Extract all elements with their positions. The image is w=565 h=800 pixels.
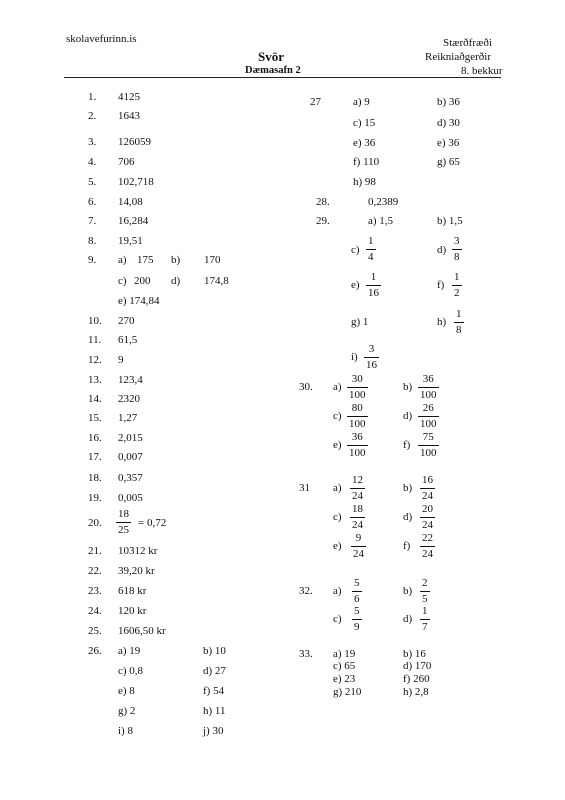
answer-label: a) xyxy=(333,585,342,597)
answer-value: 706 xyxy=(118,156,135,168)
answer-label: d) xyxy=(403,613,413,625)
answer-value: h) 11 xyxy=(203,705,226,717)
fraction xyxy=(116,509,131,536)
answer-value: 10312 kr xyxy=(118,545,158,557)
fraction-numerator: 16 xyxy=(422,474,433,486)
answer-value: 1643 xyxy=(118,110,140,122)
answer-value: g) 1 xyxy=(351,316,369,328)
fraction-denominator: 5 xyxy=(422,593,428,605)
answer-value: 170 xyxy=(204,254,221,266)
fraction-numerator: 3 xyxy=(454,235,460,247)
answer-label: b) xyxy=(403,482,413,494)
fraction-denominator: 100 xyxy=(420,447,437,459)
answer-label: d) xyxy=(403,410,413,422)
answer-value: c) 15 xyxy=(353,117,376,129)
answer-label: a) xyxy=(333,381,342,393)
fraction-denominator: 25 xyxy=(118,524,129,536)
fraction xyxy=(454,309,464,336)
question-number: 32. xyxy=(299,585,313,597)
answer-label: a) xyxy=(118,254,127,266)
answer-value: 9 xyxy=(118,354,124,366)
question-number: 27 xyxy=(310,96,321,108)
answer-value: 618 kr xyxy=(118,585,147,597)
fraction xyxy=(350,475,365,502)
answer-value: d) 170 xyxy=(403,660,432,672)
grade-label: 8. bekkur xyxy=(461,65,503,77)
question-number: 28. xyxy=(316,196,330,208)
fraction-numerator: 12 xyxy=(352,474,363,486)
question-number: 21. xyxy=(88,545,102,557)
fraction xyxy=(418,374,439,401)
answer-value: 0,357 xyxy=(118,472,143,484)
answer-value: 200 xyxy=(134,275,151,287)
fraction-numerator: 3 xyxy=(368,343,375,355)
fraction-numerator: 1 xyxy=(454,271,460,283)
question-number: 26. xyxy=(88,645,102,657)
fraction-numerator: 1 xyxy=(422,605,428,617)
fraction-numerator: 5 xyxy=(354,577,360,589)
fraction-numerator: 36 xyxy=(422,373,434,385)
answer-value: b) 1,5 xyxy=(437,215,463,227)
answer-label: c) xyxy=(333,511,342,523)
fraction-numerator: 18 xyxy=(352,503,363,515)
answer-label: d) xyxy=(437,244,447,256)
question-number: 30. xyxy=(299,381,313,393)
answer-label: c) xyxy=(118,275,127,287)
page-title: Svör xyxy=(258,49,284,64)
question-number: 18. xyxy=(88,472,102,484)
answer-value: g) 65 xyxy=(437,156,460,168)
answer-value: c) 65 xyxy=(333,660,356,672)
question-number: 4. xyxy=(88,156,97,168)
question-number: 3. xyxy=(88,136,97,148)
answer-value: 1606,50 kr xyxy=(118,625,166,637)
fraction-numerator: 9 xyxy=(355,532,362,544)
question-number: 19. xyxy=(88,492,102,504)
question-number: 10. xyxy=(88,315,102,327)
answer-value: 102,718 xyxy=(118,176,154,188)
answer-value: 0,007 xyxy=(118,451,143,463)
fraction-denominator: 2 xyxy=(454,287,460,299)
fraction xyxy=(366,272,381,299)
question-number: 20. xyxy=(88,517,102,529)
answer-value: e) 8 xyxy=(118,685,135,697)
fraction-denominator: 16 xyxy=(366,359,377,371)
question-number: 16. xyxy=(88,432,102,444)
site-name: skolavefurinn.is xyxy=(66,33,137,45)
answer-label: b) xyxy=(403,381,413,393)
question-number: 13. xyxy=(88,374,102,386)
fraction-numerator: 1 xyxy=(456,308,462,320)
fraction-denominator: 24 xyxy=(353,548,364,560)
answer-value: 0,2389 xyxy=(368,196,399,208)
answer-value: = 0,72 xyxy=(138,517,167,529)
question-number: 2. xyxy=(88,110,97,122)
answer-value: 174,8 xyxy=(204,275,229,287)
fraction-denominator: 24 xyxy=(422,519,433,531)
fraction-numerator: 26 xyxy=(422,402,434,414)
question-number: 8. xyxy=(88,235,97,247)
answer-value: b) 36 xyxy=(437,96,460,108)
fraction xyxy=(420,533,435,560)
answer-value: 175 xyxy=(137,254,154,266)
answer-value: e) 36 xyxy=(437,137,460,149)
fraction-denominator: 7 xyxy=(422,621,428,633)
fraction-denominator: 8 xyxy=(456,324,462,336)
fraction xyxy=(420,606,430,633)
fraction xyxy=(418,432,439,459)
fraction xyxy=(364,344,379,371)
answer-label: c) xyxy=(333,613,342,625)
answer-value: 270 xyxy=(118,315,135,327)
answer-value: d) 27 xyxy=(203,665,226,677)
fraction-denominator: 16 xyxy=(368,287,379,299)
fraction xyxy=(347,374,368,401)
fraction xyxy=(351,533,366,560)
answer-value: a) 19 xyxy=(118,645,141,657)
question-number: 31 xyxy=(299,482,310,494)
question-number: 22. xyxy=(88,565,102,577)
fraction xyxy=(350,504,365,531)
fraction-numerator: 36 xyxy=(351,431,363,443)
fraction-numerator: 1 xyxy=(368,235,374,247)
fraction-denominator: 100 xyxy=(349,447,366,459)
fraction xyxy=(352,578,362,605)
answer-value: e) 36 xyxy=(353,137,376,149)
question-number: 17. xyxy=(88,451,102,463)
question-number: 23. xyxy=(88,585,102,597)
fraction-numerator: 22 xyxy=(422,532,433,544)
answer-label: h) xyxy=(437,316,447,328)
answer-label: e) xyxy=(333,439,342,451)
question-number: 1. xyxy=(88,91,97,103)
question-number: 14. xyxy=(88,393,102,405)
answer-value: 123,4 xyxy=(118,374,143,386)
fraction xyxy=(352,606,362,633)
answer-label: f) xyxy=(403,439,411,451)
fraction xyxy=(418,403,439,430)
answer-value: 19,51 xyxy=(118,235,143,247)
answer-label: c) xyxy=(351,244,360,256)
question-number: 12. xyxy=(88,354,102,366)
fraction-denominator: 100 xyxy=(420,418,437,430)
fraction xyxy=(420,578,430,605)
question-number: 5. xyxy=(88,176,97,188)
fraction-denominator: 9 xyxy=(354,621,360,633)
answer-value: a) 1,5 xyxy=(368,215,394,227)
question-number: 24. xyxy=(88,605,102,617)
answer-label: b) xyxy=(171,254,181,266)
answer-value: h) 98 xyxy=(353,176,376,188)
answer-value: 16,284 xyxy=(118,215,149,227)
question-number: 7. xyxy=(88,215,97,227)
question-number: 11. xyxy=(88,334,102,346)
answer-value: e) 23 xyxy=(333,673,356,685)
answer-value: a) 9 xyxy=(353,96,370,108)
answer-value: e) 174,84 xyxy=(118,295,160,307)
answer-label: i) xyxy=(351,351,358,363)
question-number: 29. xyxy=(316,215,330,227)
page-subtitle: Dæmasafn 2 xyxy=(245,65,301,76)
answer-value: j) 30 xyxy=(203,725,224,737)
fraction-numerator: 2 xyxy=(422,577,428,589)
answer-value: 61,5 xyxy=(118,334,138,346)
answer-label: c) xyxy=(333,410,342,422)
fraction-numerator: 80 xyxy=(351,402,363,414)
answer-label: a) xyxy=(333,482,342,494)
fraction-denominator: 24 xyxy=(422,490,433,502)
fraction xyxy=(366,236,376,263)
fraction-denominator: 24 xyxy=(422,548,433,560)
answer-value: 14,08 xyxy=(118,196,143,208)
fraction xyxy=(347,432,368,459)
answer-value: d) 30 xyxy=(437,117,460,129)
fraction xyxy=(420,504,435,531)
answer-value: 1,27 xyxy=(118,412,138,424)
answer-value: 0,005 xyxy=(118,492,143,504)
question-number: 33. xyxy=(299,648,313,660)
answer-value: f) 110 xyxy=(353,156,380,168)
answer-label: d) xyxy=(403,511,413,523)
answer-value: 2,015 xyxy=(118,432,143,444)
question-number: 6. xyxy=(88,196,97,208)
answer-value: g) 2 xyxy=(118,705,136,717)
answer-value: i) 8 xyxy=(118,725,133,737)
answer-value: b) 10 xyxy=(203,645,226,657)
answer-value: 126059 xyxy=(118,136,151,148)
answer-value: h) 2,8 xyxy=(403,686,429,698)
question-number: 9. xyxy=(88,254,97,266)
fraction-denominator: 100 xyxy=(420,389,437,401)
answer-label: e) xyxy=(333,540,342,552)
subject-label: Stærðfræði xyxy=(443,37,492,49)
answer-value: g) 210 xyxy=(333,686,362,698)
answer-value: 4125 xyxy=(118,91,140,103)
fraction-numerator: 30 xyxy=(351,373,363,385)
header-divider xyxy=(64,77,501,78)
fraction-numerator: 1 xyxy=(370,271,377,283)
fraction-denominator: 24 xyxy=(352,490,363,502)
fraction-denominator: 4 xyxy=(368,251,374,263)
fraction-denominator: 24 xyxy=(352,519,363,531)
fraction xyxy=(347,403,368,430)
fraction xyxy=(420,475,435,502)
answer-value: b) 16 xyxy=(403,648,426,660)
fraction-numerator: 20 xyxy=(422,503,433,515)
answer-label: d) xyxy=(171,275,181,287)
answer-label: e) xyxy=(351,279,360,291)
fraction xyxy=(452,236,462,263)
question-number: 25. xyxy=(88,625,102,637)
fraction-numerator: 5 xyxy=(354,605,360,617)
fraction-denominator: 8 xyxy=(454,251,460,263)
answer-value: a) 19 xyxy=(333,648,356,660)
answer-label: f) xyxy=(403,540,411,552)
fraction-denominator: 100 xyxy=(349,389,366,401)
fraction-numerator: 18 xyxy=(118,508,129,520)
answer-value: f) 54 xyxy=(203,685,225,697)
fraction-denominator: 6 xyxy=(354,593,360,605)
fraction-numerator: 75 xyxy=(422,431,434,443)
answer-label: f) xyxy=(437,279,445,291)
topic-label: Reikniaðgerðir xyxy=(425,51,491,63)
answer-value: 39,20 kr xyxy=(118,565,155,577)
answer-label: b) xyxy=(403,585,413,597)
question-number: 15. xyxy=(88,412,102,424)
answer-value: c) 0,8 xyxy=(118,665,144,677)
answer-value: f) 260 xyxy=(403,673,430,685)
answer-value: 2320 xyxy=(118,393,140,405)
answer-value: 120 kr xyxy=(118,605,147,617)
fraction-denominator: 100 xyxy=(349,418,366,430)
fraction xyxy=(452,272,462,299)
